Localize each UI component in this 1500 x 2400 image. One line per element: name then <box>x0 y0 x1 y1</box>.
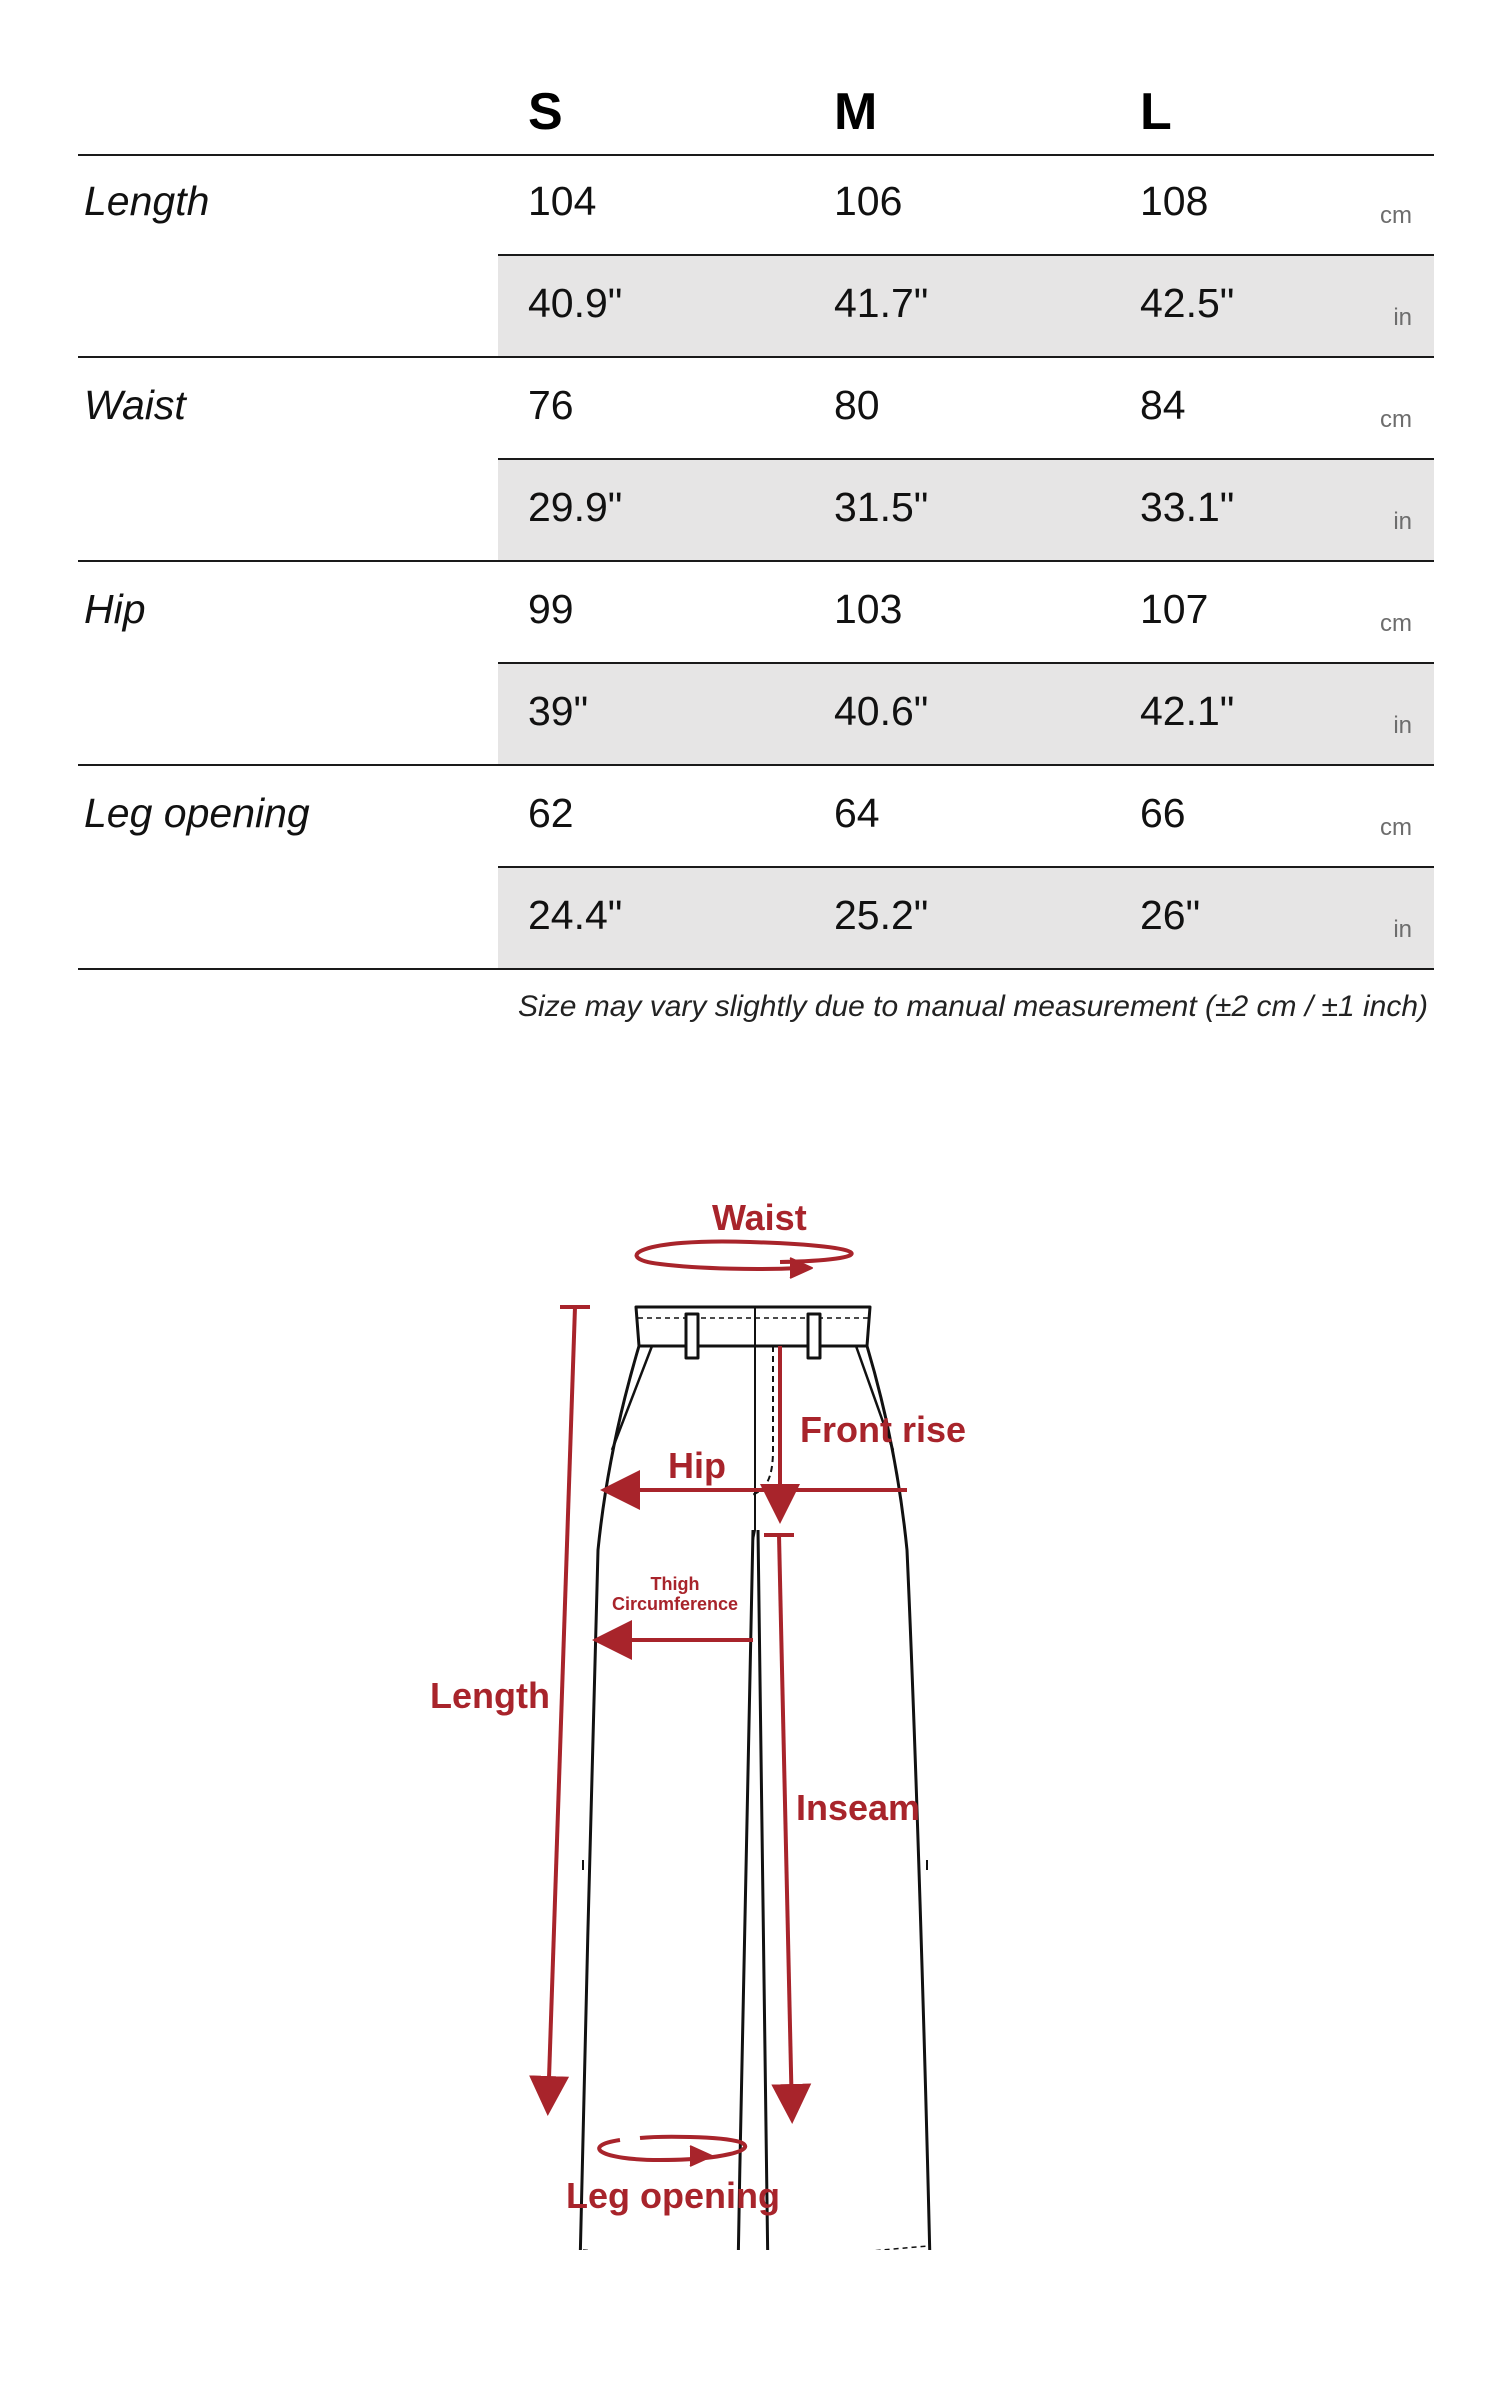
measurement-note: Size may vary slightly due to manual measurement (±2 cm / ±1 inch) <box>518 990 1428 1023</box>
hip-l-in: 42.1" <box>1140 688 1235 734</box>
waist-m-cm: 80 <box>834 382 880 428</box>
belt-loop-right <box>808 1314 820 1358</box>
table-bottom-rule <box>78 968 1434 970</box>
waistband <box>636 1307 870 1346</box>
waist-in-row-shade <box>498 460 1434 560</box>
length-l-in: 42.5" <box>1140 280 1235 326</box>
length-bottom-rule <box>78 356 1434 358</box>
pants-measurement-diagram <box>0 1150 1500 2250</box>
row-label-length: Length <box>84 178 210 224</box>
waist-m-in: 31.5" <box>834 484 929 530</box>
length-m-in: 41.7" <box>834 280 929 326</box>
hip-unit-in: in <box>1393 712 1412 739</box>
waist-arrow <box>637 1241 852 1268</box>
leg-opening-l-cm: 66 <box>1140 790 1186 836</box>
waist-l-in: 33.1" <box>1140 484 1235 530</box>
label-leg-opening: Leg opening <box>566 2175 780 2216</box>
hip-l-cm: 107 <box>1140 586 1209 632</box>
label-thigh-line1: Thigh <box>650 1574 700 1594</box>
hip-mid-rule <box>498 662 1434 664</box>
label-inseam: Inseam <box>796 1787 921 1828</box>
hip-s-in: 39" <box>528 688 589 734</box>
leg-opening-arrow <box>599 2137 745 2160</box>
size-header-s: S <box>528 83 563 141</box>
label-hip: Hip <box>668 1445 726 1486</box>
hip-bottom-rule <box>78 764 1434 766</box>
table-top-rule <box>78 154 1434 156</box>
length-s-cm: 104 <box>528 178 597 224</box>
leg-opening-arrowhead <box>690 2146 712 2166</box>
leg-opening-in-row-shade <box>498 868 1434 968</box>
row-label-leg-opening: Leg opening <box>84 790 310 836</box>
size-header-m: M <box>834 83 878 141</box>
left-pocket <box>612 1346 652 1450</box>
row-label-waist: Waist <box>84 382 186 428</box>
hip-unit-cm: cm <box>1380 610 1412 637</box>
waist-mid-rule <box>498 458 1434 460</box>
label-waist: Waist <box>712 1197 807 1238</box>
length-s-in: 40.9" <box>528 280 623 326</box>
leg-opening-l-in: 26" <box>1140 892 1201 938</box>
leg-opening-s-cm: 62 <box>528 790 574 836</box>
label-thigh-line2: Circumference <box>611 1594 739 1614</box>
label-front-rise: Front rise <box>800 1409 967 1450</box>
waist-s-cm: 76 <box>528 382 574 428</box>
waist-unit-cm: cm <box>1380 406 1412 433</box>
leg-opening-mid-rule <box>498 866 1434 868</box>
length-unit-cm: cm <box>1380 202 1412 229</box>
inseam-arrow <box>779 1535 792 2116</box>
waist-l-cm: 84 <box>1140 382 1186 428</box>
waist-bottom-rule <box>78 560 1434 562</box>
row-label-hip: Hip <box>84 586 146 632</box>
hip-m-cm: 103 <box>834 586 903 632</box>
belt-loop-left <box>686 1314 698 1358</box>
leg-opening-unit-cm: cm <box>1380 814 1412 841</box>
hip-s-cm: 99 <box>528 586 574 632</box>
length-mid-rule <box>498 254 1434 256</box>
leg-opening-m-in: 25.2" <box>834 892 929 938</box>
hip-m-in: 40.6" <box>834 688 929 734</box>
leg-opening-m-cm: 64 <box>834 790 880 836</box>
hip-in-row-shade <box>498 664 1434 764</box>
length-l-cm: 108 <box>1140 178 1209 224</box>
length-unit-in: in <box>1393 304 1412 331</box>
size-header-l: L <box>1140 83 1172 141</box>
left-leg <box>580 1346 753 2250</box>
length-arrow <box>548 1307 575 2108</box>
label-length: Length <box>430 1675 550 1716</box>
leg-opening-unit-in: in <box>1393 916 1412 943</box>
length-m-cm: 106 <box>834 178 903 224</box>
waist-unit-in: in <box>1393 508 1412 535</box>
measurement-arrows <box>548 1241 907 2166</box>
right-hem-stitch <box>768 2246 928 2250</box>
leg-opening-s-in: 24.4" <box>528 892 623 938</box>
waist-s-in: 29.9" <box>528 484 623 530</box>
length-in-row-shade <box>498 256 1434 356</box>
